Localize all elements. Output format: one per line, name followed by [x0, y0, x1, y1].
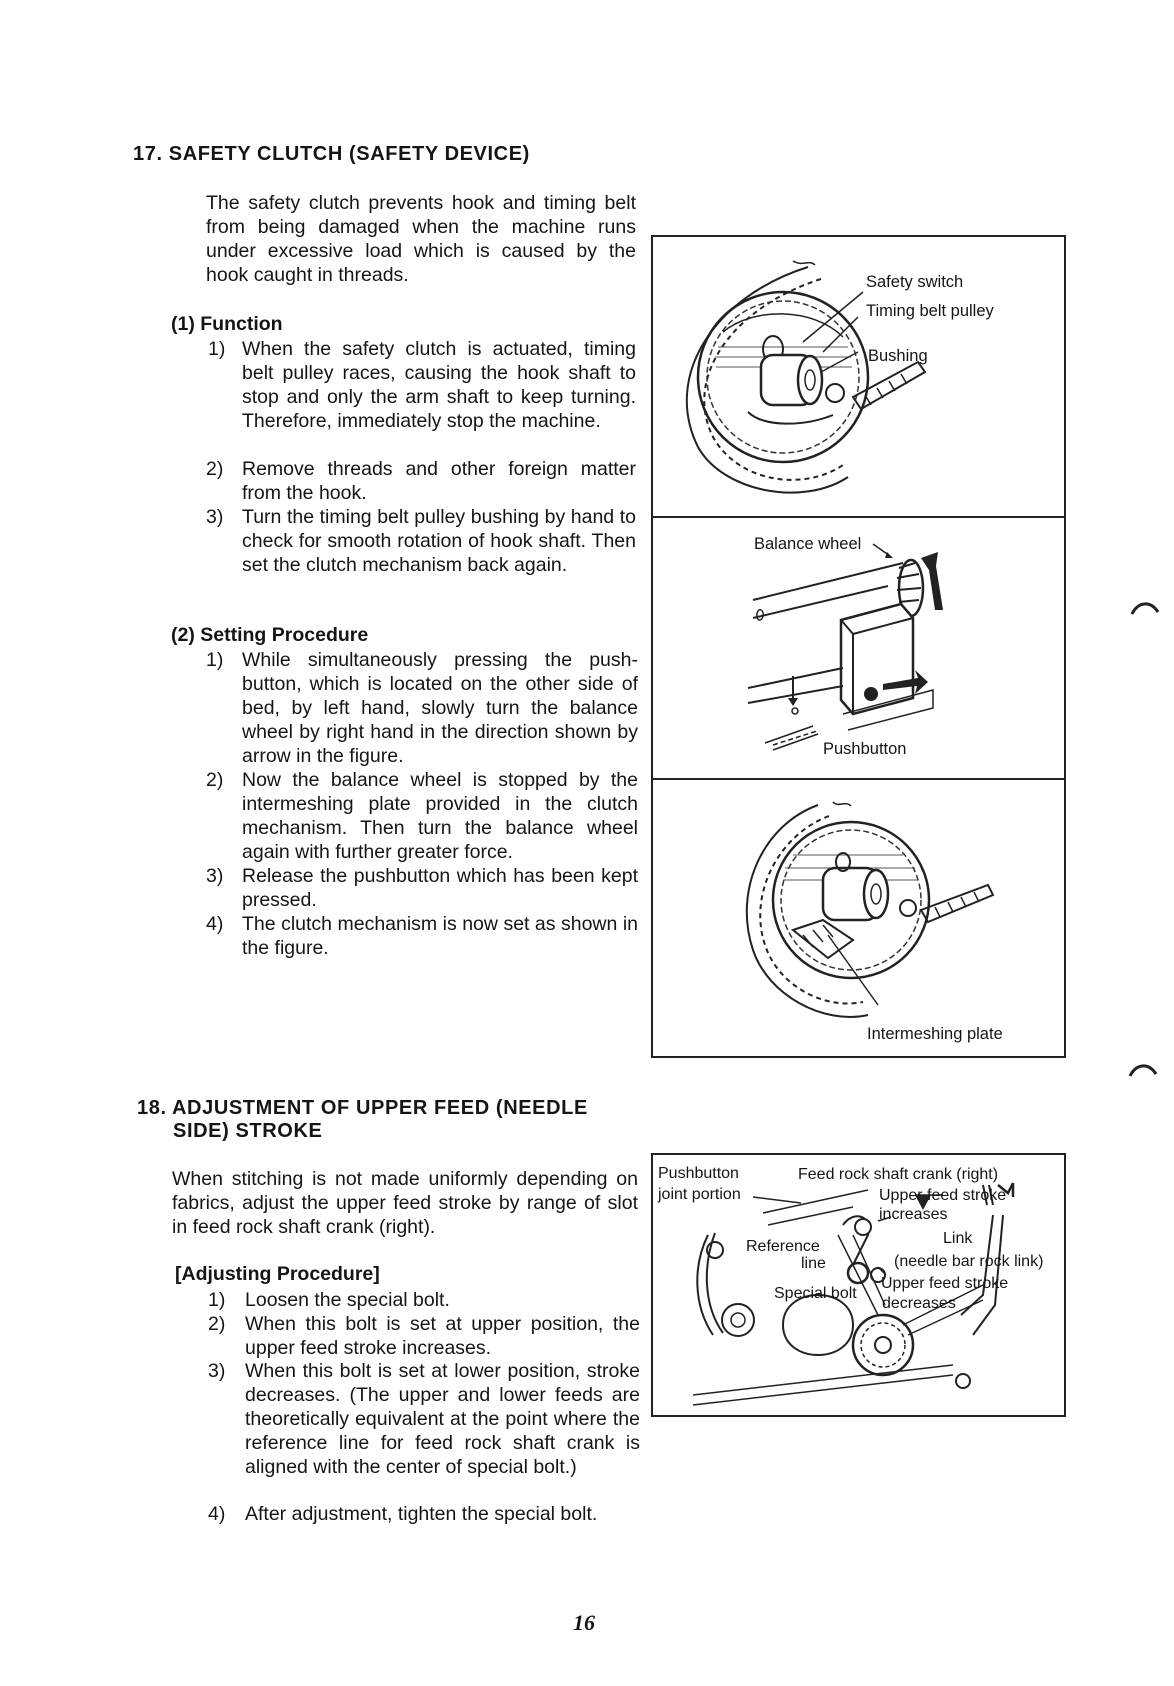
label-needle-bar-rock-link: (needle bar rock link): [894, 1253, 1044, 1270]
label-link: Link: [943, 1230, 973, 1247]
edge-mark-icon: [1128, 1060, 1158, 1080]
section-18-title-line1: 18. ADJUSTMENT OF UPPER FEED (NEEDLE: [137, 1097, 588, 1119]
intermeshing-plate-illustration: [653, 780, 1064, 1056]
label-pushbutton: Pushbutton: [823, 740, 907, 758]
label-increases: increases: [879, 1206, 948, 1223]
label-balance-wheel: Balance wheel: [754, 535, 862, 553]
page-number: 16: [573, 1610, 595, 1635]
label-pushbutton-joint: Pushbutton: [658, 1165, 739, 1182]
section-17-intro: The safety clutch prevents hook and timing belt from being damaged when the machine runs under excessive load which is caused by the hook caught in threads.: [206, 192, 636, 286]
figure-panel-intermeshing: [653, 780, 1064, 1056]
label-reference: Reference: [746, 1238, 820, 1255]
label-intermeshing-plate: Intermeshing plate: [867, 1025, 1003, 1043]
label-upper-feed-stroke: Upper feed stroke: [879, 1187, 1007, 1204]
label-decreases: decreases: [882, 1295, 956, 1312]
upper-feed-figure: [651, 1153, 1066, 1417]
figure-panel-pulley: [653, 237, 1064, 516]
label-joint-portion: joint portion: [658, 1186, 741, 1203]
function-heading: (1) Function: [171, 313, 283, 335]
label-upper-feed-stroke-2: Upper feed stroke: [881, 1275, 1009, 1292]
label-special-bolt: Special bolt: [774, 1285, 857, 1302]
adjusting-heading: [Adjusting Procedure]: [175, 1263, 380, 1285]
label-safety-switch: Safety switch: [866, 273, 964, 291]
label-feed-rock-shaft-crank: Feed rock shaft crank (right): [798, 1166, 999, 1183]
setting-heading: (2) Setting Procedure: [171, 624, 369, 646]
label-timing-belt-pulley: Timing belt pulley: [866, 302, 994, 320]
balance-wheel-illustration: [653, 518, 1064, 778]
label-line: line: [801, 1255, 826, 1272]
label-bushing: Bushing: [868, 347, 928, 365]
section-18-intro: When stitching is not made uniformly depending on fabrics, adjust the upper feed stroke by range of slot in feed rock shaft crank (right).: [172, 1168, 638, 1238]
figure-panel-balance-wheel: [653, 518, 1064, 778]
section-18-title-line2: SIDE) STROKE: [173, 1120, 323, 1142]
edge-mark-icon: [1130, 598, 1160, 618]
safety-clutch-figure: [651, 235, 1066, 1058]
section-17-title: 17. SAFETY CLUTCH (SAFETY DEVICE): [133, 143, 530, 165]
timing-belt-pulley-illustration: [653, 237, 1064, 516]
